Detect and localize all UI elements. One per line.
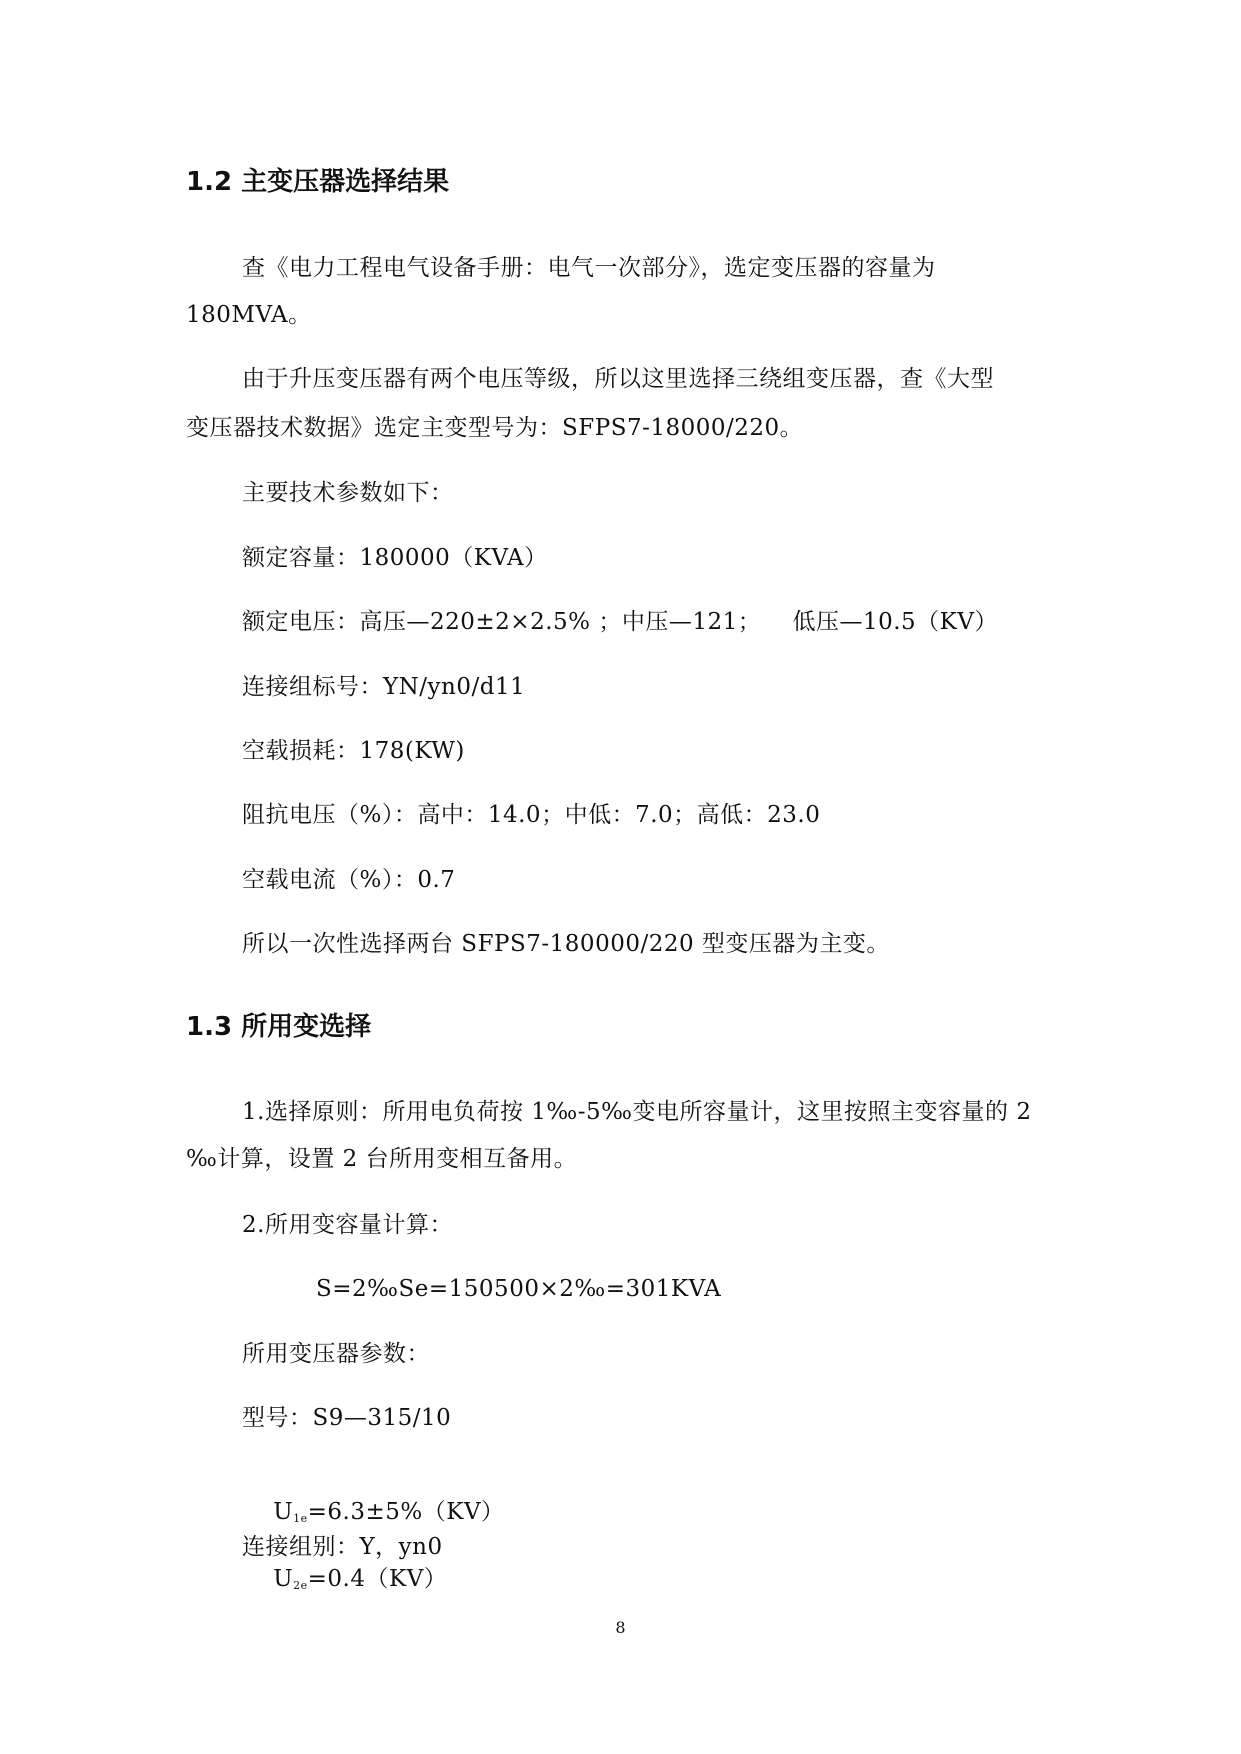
paragraph-line: 查《电力工程电气设备手册：电气一次部分》，选定变压器的容量为 [242,255,936,281]
paragraph-line: 空载损耗：178(KW) [242,738,465,764]
paragraph-line: 主要技术参数如下： [242,480,454,506]
paragraph-line: 连接组标号：YN/yn0/d11 [242,674,526,700]
paragraph-line: 所以一次性选择两台 SFPS7-180000/220 型变压器为主变。 [242,931,890,957]
u1-value: =6.3±5%（KV） [307,1499,505,1525]
paragraph-line: 所用变压器参数： [242,1341,430,1367]
u2-label: $U_{2e}$ [273,1566,308,1592]
page-number: 8 [615,1618,626,1637]
u1-label: $U_{1e}$ [273,1499,308,1525]
section-heading-1-3: 1.3 所用变选择 [186,1012,372,1042]
paragraph-line: 阻抗电压（%）：高中：14.0；中低：7.0；高低：23.0 [242,802,821,828]
section-heading-1-2: 1.2 主变压器选择结果 [186,167,450,197]
paragraph-line: ‰计算，设置 2 台所用变相互备用。 [186,1146,578,1172]
paragraph-line: 变压器技术数据》选定主变型号为：SFPS7-18000/220。 [186,415,804,441]
paragraph-line: 额定电压：高压—220±2×2.5% ；中压—121； 低压—10.5（KV） [242,609,998,635]
paragraph-line: 连接组别：Y，yn0 [242,1534,443,1560]
paragraph-line: 由于升压变压器有两个电压等级，所以这里选择三绕组变压器，查《大型 [242,366,994,392]
paragraph-line: 1.选择原则：所用电负荷按 1‰-5‰变电所容量计，这里按照主变容量的 2 [242,1099,1032,1125]
paragraph-line: 额定容量：180000（KVA） [242,545,548,571]
paragraph-line: 空载电流（%）：0.7 [242,867,456,893]
paragraph-line: 180MVA。 [186,302,312,328]
paragraph-line: 型号：S9—315/10 [242,1405,452,1431]
u2-value: =0.4（KV） [307,1566,448,1592]
formula-line: S=2‰Se=150500×2‰=301KVA [316,1276,722,1302]
paragraph-line: 2.所用变容量计算： [242,1212,453,1238]
